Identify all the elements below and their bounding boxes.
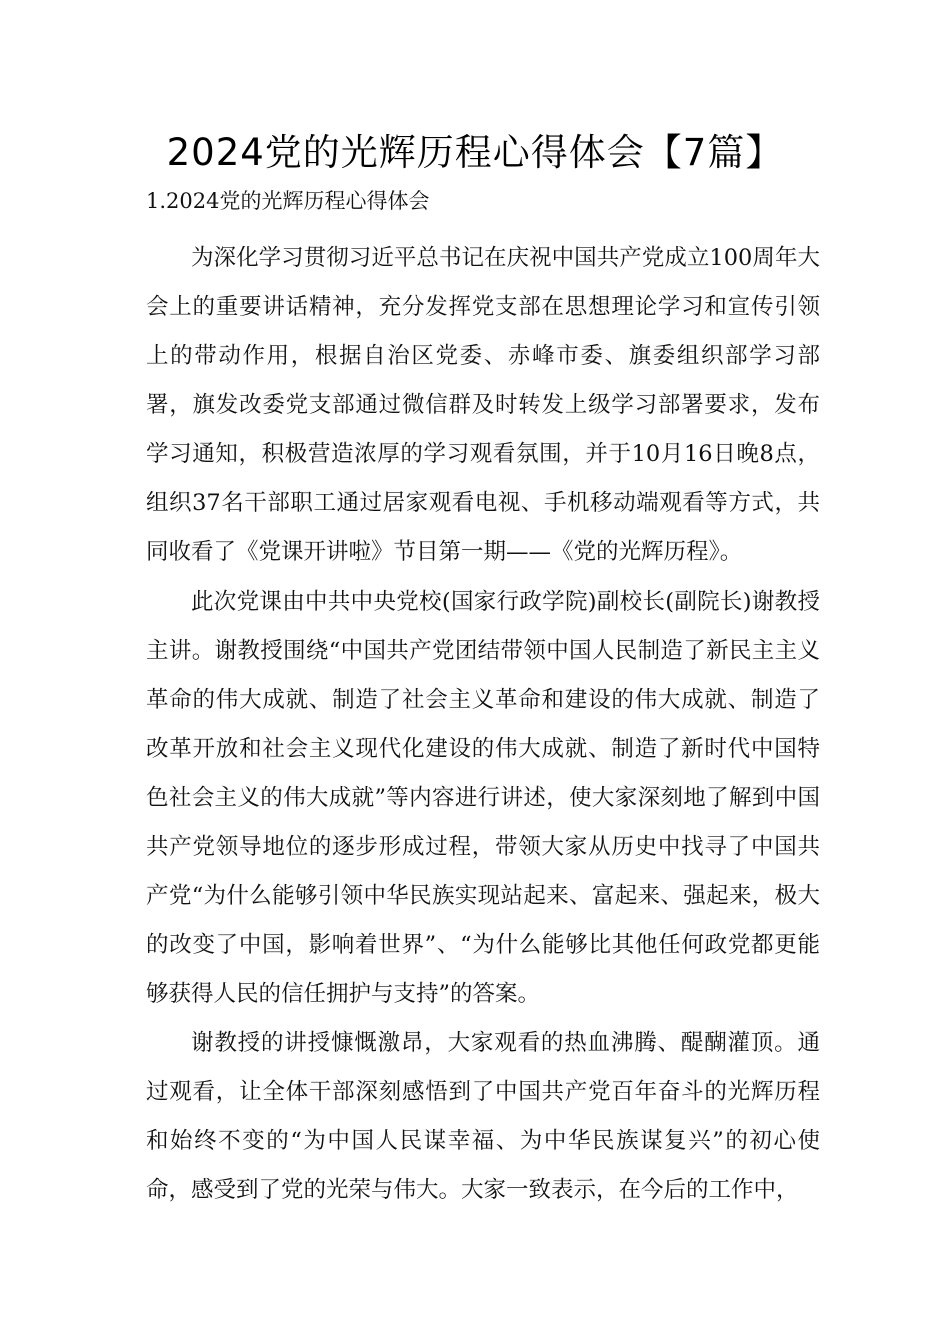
document-title: 2024党的光辉历程心得体会【7篇】 xyxy=(166,131,784,174)
body-paragraph: 谢教授的讲授慷慨激昂，大家观看的热血沸腾、醍醐灌顶。通过观看，让全体干部深刻感悟到了中国共产党百年奋斗的光辉历程和始终不变的“为中国人民谋幸福、为中华民族谋复兴”的初心使命，感受到了党的光荣与伟大。大家一致表示，在今后的工作中， xyxy=(146,1030,820,1203)
body-paragraph: 此次党课由中共中央党校(国家行政学院)副校长(副院长)谢教授主讲。谢教授围绕“中国共产党团结带领中国人民制造了新民主主义革命的伟大成就、制造了社会主义革命和建设的伟大成就、制造了改革开放和社会主义现代化建设的伟大成就、制造了新时代中国特色社会主义的伟大成就”等内容进行讲述，使大家深刻地了解到中国共产党领导地位的逐步形成过程，带领大家从历史中找寻了中国共产党“为什么能够引领中华民族实现站起来、富起来、强起来，极大的改变了中国，影响着世界”、“为什么能够比其他任何政党都更能够获得人民的信任拥护与支持”的答案。 xyxy=(146,589,820,1007)
body-paragraph: 为深化学习贯彻习近平总书记在庆祝中国共产党成立100周年大会上的重要讲话精神，充分发挥党支部在思想理论学习和宣传引领上的带动作用，根据自治区党委、赤峰市委、旗委组织部学习部署，旗发改委党支部通过微信群及时转发上级学习部署要求，发布学习通知，积极营造浓厚的学习观看氛围，并于10月16日晚8点，组织37名干部职工通过居家观看电视、手机移动端观看等方式，共同收看了《党课开讲啦》节目第一期——《党的光辉历程》。 xyxy=(146,245,820,565)
section-heading: 1.2024党的光辉历程心得体会 xyxy=(146,189,430,213)
